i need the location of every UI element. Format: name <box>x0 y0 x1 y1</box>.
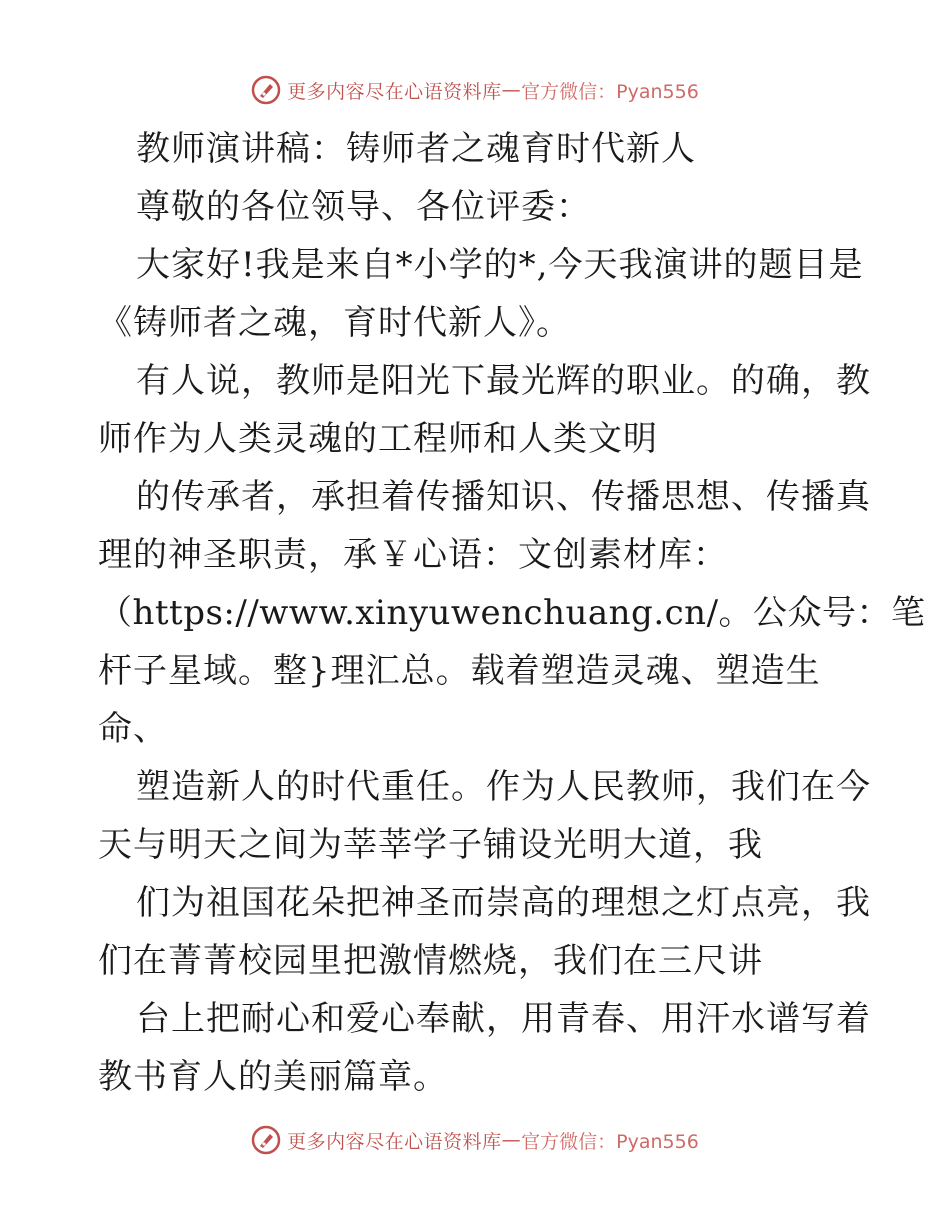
footer-wechat: 官方微信：Pyan556 <box>521 1130 699 1153</box>
paragraph-line: 们在菁菁校园里把激情燃烧，我们在三尺讲 <box>98 941 763 981</box>
pen-nib-logo-icon <box>251 75 281 105</box>
header-wechat: 官方微信：Pyan556 <box>521 80 699 103</box>
document-title: 教师演讲稿：铸师者之魂育时代新人 <box>136 129 696 169</box>
salutation: 尊敬的各位领导、各位评委： <box>136 187 591 227</box>
header-text: 更多内容尽在心语资料库 <box>287 80 502 103</box>
paragraph-line: 们为祖国花朵把神圣而崇高的理想之灯点亮，我 <box>136 883 871 923</box>
paragraph-line: （https://www.xinyuwenchuang.cn/。公众号：笔 <box>98 593 926 633</box>
footer-text: 更多内容尽在心语资料库 <box>287 1130 502 1153</box>
paragraph-line: 师作为人类灵魂的工程师和人类文明 <box>98 419 658 459</box>
footer-separator: — <box>501 1129 522 1151</box>
paragraph-line: 台上把耐心和爱心奉献，用青春、用汗水谱写着 <box>136 999 871 1039</box>
footer-banner <box>0 1120 950 1160</box>
paragraph-line: 塑造新人的时代重任。作为人民教师，我们在今 <box>136 767 871 807</box>
paragraph-line: 天与明天之间为莘莘学子铺设光明大道，我 <box>98 825 763 865</box>
paragraph-line: 理的神圣职责，承￥心语：文创素材库： <box>98 535 728 575</box>
paragraph-line: 大家好!我是来自*小学的*,今天我演讲的题目是 <box>136 245 864 285</box>
paragraph-line: 有人说，教师是阳光下最光辉的职业。的确，教 <box>136 361 871 401</box>
paragraph-line: 杆子星域。整}理汇总。载着塑造灵魂、塑造生 <box>98 651 821 691</box>
header-banner <box>0 70 950 110</box>
pen-nib-logo-icon <box>251 1125 281 1155</box>
paragraph-line: 的传承者，承担着传播知识、传播思想、传播真 <box>136 477 871 517</box>
header-separator: — <box>501 79 522 101</box>
document-body <box>98 120 926 1106</box>
paragraph-line: 教书育人的美丽篇章。 <box>98 1057 448 1097</box>
paragraph-line: 命、 <box>98 709 168 749</box>
paragraph-line: 《铸师者之魂，育时代新人》。 <box>98 303 571 343</box>
